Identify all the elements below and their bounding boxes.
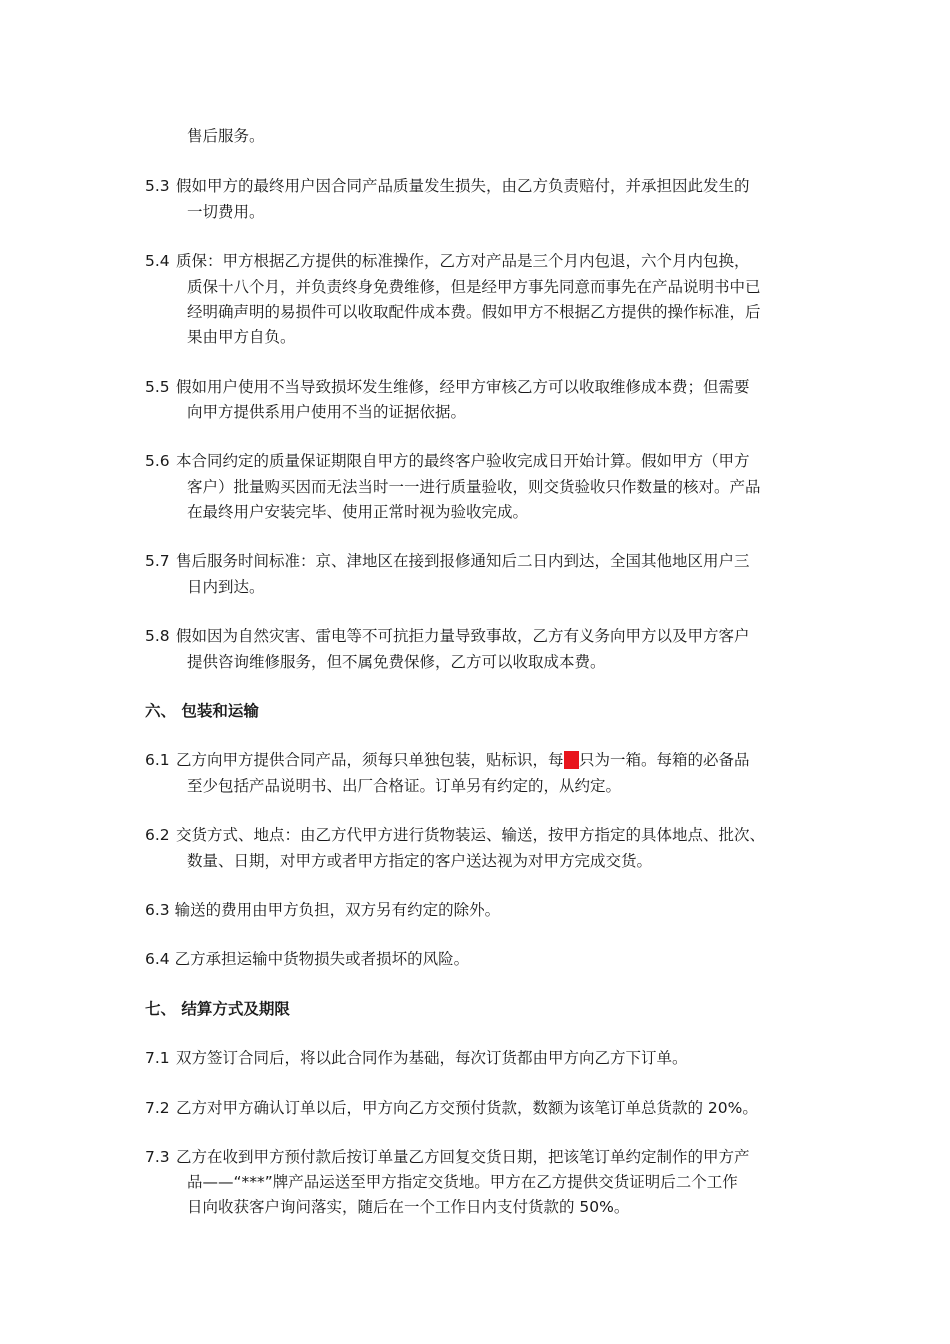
clause-7-3 bbox=[145, 1147, 750, 1167]
text-line: 交货方式、地点：由乙方代甲方进行货物装运、输送，按甲方指定的具体地点、批次、 bbox=[176, 826, 766, 844]
clause-5-6 bbox=[145, 451, 750, 471]
clause-5-5 bbox=[145, 377, 750, 397]
text-line: 6.3 输送的费用由甲方负担，双方另有约定的除外。 bbox=[145, 901, 501, 919]
clause-6-2-line-2 bbox=[187, 851, 652, 871]
clause-number: 5.3 bbox=[145, 177, 170, 195]
text-line: 在最终用户安装完毕、使用正常时视为验收完成。 bbox=[187, 503, 529, 521]
clause-5-8 bbox=[145, 626, 750, 646]
text-line: 6.4 乙方承担运输中货物损失或者损坏的风险。 bbox=[145, 950, 470, 968]
text-line: 乙方向甲方提供合同产品，须每只单独包装，贴标识，每 bbox=[176, 751, 564, 769]
text-line: 假如用户使用不当导致损坏发生维修，经甲方审核乙方可以收取维修成本费；但需要 bbox=[176, 378, 750, 396]
section-7-heading bbox=[145, 999, 290, 1019]
text-line: 假如因为自然灾害、雷电等不可抗拒力量导致事故，乙方有义务向甲方以及甲方客户 bbox=[176, 627, 750, 645]
text-line: 只为一箱。每箱的必备品 bbox=[579, 751, 750, 769]
clause-number: 6.1 bbox=[145, 751, 170, 769]
clause-5-5-line-2 bbox=[187, 402, 466, 422]
clause-7-3-line-2 bbox=[187, 1172, 738, 1192]
clause-number: 5.4 bbox=[145, 252, 170, 270]
clause-5-4-line-3 bbox=[187, 302, 761, 322]
text-line: 双方签订合同后，将以此合同作为基础，每次订货都由甲方向乙方下订单。 bbox=[176, 1049, 688, 1067]
text-line: 质保十八个月，并负责终身免费维修，但是经甲方事先同意而事先在产品说明书中已 bbox=[187, 278, 761, 296]
clause-7-3-line-3 bbox=[187, 1197, 629, 1217]
clause-7-1 bbox=[145, 1048, 688, 1068]
text-line: 果由甲方自负。 bbox=[187, 328, 296, 346]
text-line: 乙方在收到甲方预付款后按订单量乙方回复交货日期，把该笔订单约定制作的甲方产 bbox=[176, 1148, 750, 1166]
clause-number: 5.7 bbox=[145, 552, 170, 570]
clause-6-4 bbox=[145, 949, 469, 969]
clause-6-2 bbox=[145, 825, 765, 845]
clause-5-3-line-2 bbox=[187, 202, 265, 222]
text-line: 日内到达。 bbox=[187, 578, 265, 596]
text-line: 乙方对甲方确认订单以后，甲方向乙方交预付货款，数额为该笔订单总货款的 20%。 bbox=[176, 1099, 758, 1117]
text-line: 售后服务。 bbox=[187, 127, 265, 145]
clause-number: 5.6 bbox=[145, 452, 170, 470]
clause-5-4 bbox=[145, 251, 750, 271]
clause-6-1-line-2 bbox=[187, 776, 621, 796]
redacted-highlight: ** bbox=[563, 751, 580, 769]
clause-5-8-line-2 bbox=[187, 652, 606, 672]
text-line: 客户）批量购买因而无法当时一一进行质量验收，则交货验收只作数量的核对。产品 bbox=[187, 478, 761, 496]
clause-5-6-line-2 bbox=[187, 477, 761, 497]
text-line: 数量、日期，对甲方或者甲方指定的客户送达视为对甲方完成交货。 bbox=[187, 852, 653, 870]
clause-5-4-line-2 bbox=[187, 277, 761, 297]
clause-number: 5.8 bbox=[145, 627, 170, 645]
clause-6-3 bbox=[145, 900, 500, 920]
clause-5-2-continuation bbox=[187, 126, 265, 146]
clause-number: 5.5 bbox=[145, 378, 170, 396]
section-6-heading bbox=[145, 701, 259, 721]
clause-number: 7.2 bbox=[145, 1099, 170, 1117]
text-line: 经明确声明的易损件可以收取配件成本费。假如甲方不根据乙方提供的操作标准，后 bbox=[187, 303, 761, 321]
clause-5-7-line-2 bbox=[187, 577, 265, 597]
text-line: 本合同约定的质量保证期限自甲方的最终客户验收完成日开始计算。假如甲方（甲方 bbox=[176, 452, 750, 470]
clause-5-3 bbox=[145, 176, 750, 196]
text-line: 质保：甲方根据乙方提供的标准操作，乙方对产品是三个月内包退，六个月内包换， bbox=[176, 252, 750, 270]
text-line: 假如甲方的最终用户因合同产品质量发生损失，由乙方负责赔付，并承担因此发生的 bbox=[176, 177, 750, 195]
text-line: 售后服务时间标准：京、津地区在接到报修通知后二日内到达，全国其他地区用户三 bbox=[176, 552, 750, 570]
text-line: 向甲方提供系用户使用不当的证据依据。 bbox=[187, 403, 467, 421]
text-line: 日向收获客户询问落实，随后在一个工作日内支付货款的 50%。 bbox=[187, 1198, 630, 1216]
section-heading: 七、 结算方式及期限 bbox=[145, 1000, 290, 1018]
clause-5-6-line-3 bbox=[187, 502, 528, 522]
text-line: 至少包括产品说明书、出厂合格证。订单另有约定的，从约定。 bbox=[187, 777, 622, 795]
clause-7-2 bbox=[145, 1098, 758, 1118]
text-line: 提供咨询维修服务，但不属免费保修，乙方可以收取成本费。 bbox=[187, 653, 606, 671]
clause-number: 7.1 bbox=[145, 1049, 170, 1067]
clause-number: 6.2 bbox=[145, 826, 170, 844]
clause-5-4-line-4 bbox=[187, 327, 296, 347]
section-heading: 六、 包装和运输 bbox=[145, 702, 259, 720]
text-line: 品——“***”牌产品运送至甲方指定交货地。甲方在乙方提供交货证明后二个工作 bbox=[187, 1173, 738, 1191]
text-line: 一切费用。 bbox=[187, 203, 265, 221]
clause-6-1 bbox=[145, 750, 750, 770]
clause-number: 7.3 bbox=[145, 1148, 170, 1166]
clause-5-7 bbox=[145, 551, 750, 571]
